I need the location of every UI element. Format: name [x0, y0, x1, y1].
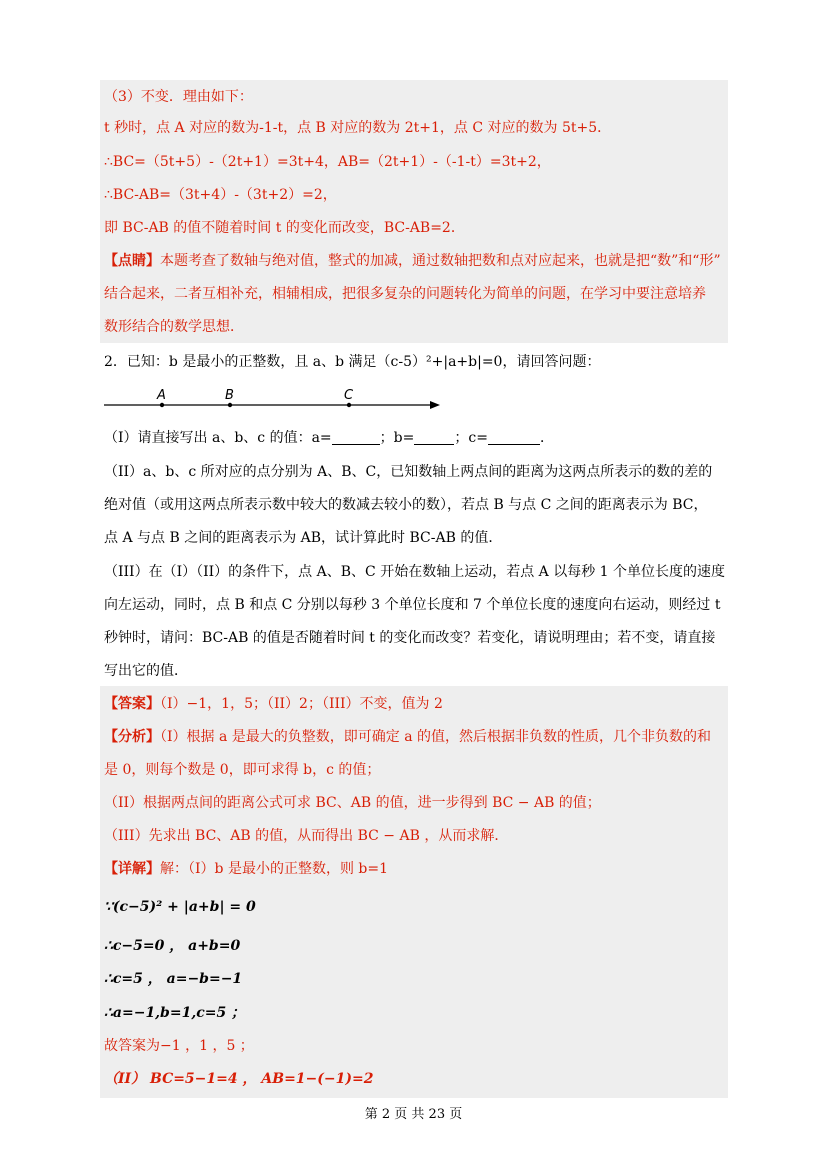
answer-line	[104, 694, 443, 714]
question-part-1: （I）请直接写出 a、b、c 的值：a= ；b= ；c= ．	[104, 430, 554, 446]
comment-text: 本题考查了数轴与绝对值，整式的加减，通过数轴把数和点对应起来，也就是把“数”和“形”	[160, 253, 721, 269]
math-line: ∴c=5 ， a=−b=−1	[104, 971, 243, 987]
point-c	[347, 403, 351, 407]
question-part-3: （III）在（I）（II）的条件下，点 A、B、C 开始在数轴上运动，若点 A 以每秒 1 个单位长度的速度	[104, 564, 726, 580]
math-line: （II） BC=5−1=4 ， AB=1−(−1)=2	[104, 1071, 374, 1087]
answer-blank-b[interactable]	[414, 430, 454, 445]
answer-blank-a[interactable]	[332, 430, 380, 445]
answer-tag: 【答案】	[104, 696, 160, 712]
question-part-3: 秒钟时，请问：BC-AB 的值是否随着时间 t 的变化而改变？若变化，请说明理由；若不变，请直接	[104, 630, 716, 646]
detail-tag: 【详解】	[104, 861, 160, 877]
detail-text: 解：（I）b 是最小的正整数，则 b=1	[160, 861, 388, 877]
analysis-line: 是 0，则每个数是 0，即可求得 b，c 的值；	[104, 762, 381, 778]
text-line: t 秒时，点 A 对应的数为-1-t，点 B 对应的数为 2t+1，点 C 对应的数为 5t+5．	[104, 120, 612, 136]
analysis-tag: 【分析】	[104, 729, 160, 745]
math-line: ∴c−5=0 ， a+b=0	[104, 938, 241, 954]
analysis-line: （II）根据两点间的距离公式可求 BC、AB 的值，进一步得到 BC − AB 的值；	[104, 795, 601, 811]
text-line: 结合起来，二者互相补充，相辅相成，把很多复杂的问题转化为简单的问题，在学习中要注意培养	[104, 286, 706, 302]
text-line: 数形结合的数学思想．	[104, 319, 244, 335]
question-part-2: 绝对值（或用这两点所表示数中较大的数减去较小的数），若点 B 与点 C 之间的距离表示为 BC，	[104, 497, 708, 513]
label-c: C	[344, 388, 354, 403]
page-footer: 第 2 页 共 23 页	[364, 1107, 463, 1122]
text-line: （3）不变．理由如下：	[104, 89, 253, 105]
math-line: ∴a=−1,b=1,c=5 ；	[104, 1005, 246, 1021]
answer-text: （I）−1，1，5；（II）2；（III）不变，值为 2	[160, 696, 443, 712]
analysis-line	[104, 727, 711, 747]
detail-line	[104, 859, 388, 879]
math-line: 故答案为−1 ，1 ，5 ；	[104, 1038, 254, 1054]
number-line-arrow	[430, 401, 440, 409]
math-line: ∵(c−5)² + |a+b| = 0	[104, 899, 256, 915]
text-line: ∴BC=（5t+5）-（2t+1）=3t+4，AB=（2t+1）-（-1-t）=3t+2，	[104, 154, 551, 170]
question-part-3: 写出它的值．	[104, 663, 188, 679]
text-line	[104, 251, 721, 271]
question-part-3: 向左运动，同时，点 B 和点 C 分别以每秒 3 个单位长度和 7 个单位长度的速度向右运动，则经过 t	[104, 597, 721, 613]
analysis-line: （III）先求出 BC、AB 的值，从而得出 BC − AB ，从而求解．	[104, 828, 509, 844]
question-part-2: 点 A 与点 B 之间的距离表示为 AB，试计算此时 BC-AB 的值．	[104, 530, 503, 546]
point-a	[160, 403, 164, 407]
comment-tag: 【点睛】	[104, 253, 160, 269]
label-b: B	[225, 388, 234, 403]
analysis-text: （I）根据 a 是最大的负整数，即可确定 a 的值，然后根据非负数的性质，几个非负数的和	[160, 729, 712, 745]
question-stem: 2．已知：b 是最小的正整数，且 a、b 满足（c-5）²+|a+b|=0，请回答问题：	[104, 354, 601, 370]
question-part-2: （II）a、b、c 所对应的点分别为 A、B、C，已知数轴上两点间的距离为这两点所表示的数的差的	[104, 464, 713, 480]
point-b	[228, 403, 232, 407]
label-a: A	[157, 388, 166, 403]
text-line: 即 BC-AB 的值不随着时间 t 的变化而改变，BC-AB=2．	[104, 220, 465, 236]
answer-blank-c[interactable]	[488, 430, 540, 445]
text-line: ∴BC-AB=（3t+4）-（3t+2）=2，	[104, 187, 337, 203]
